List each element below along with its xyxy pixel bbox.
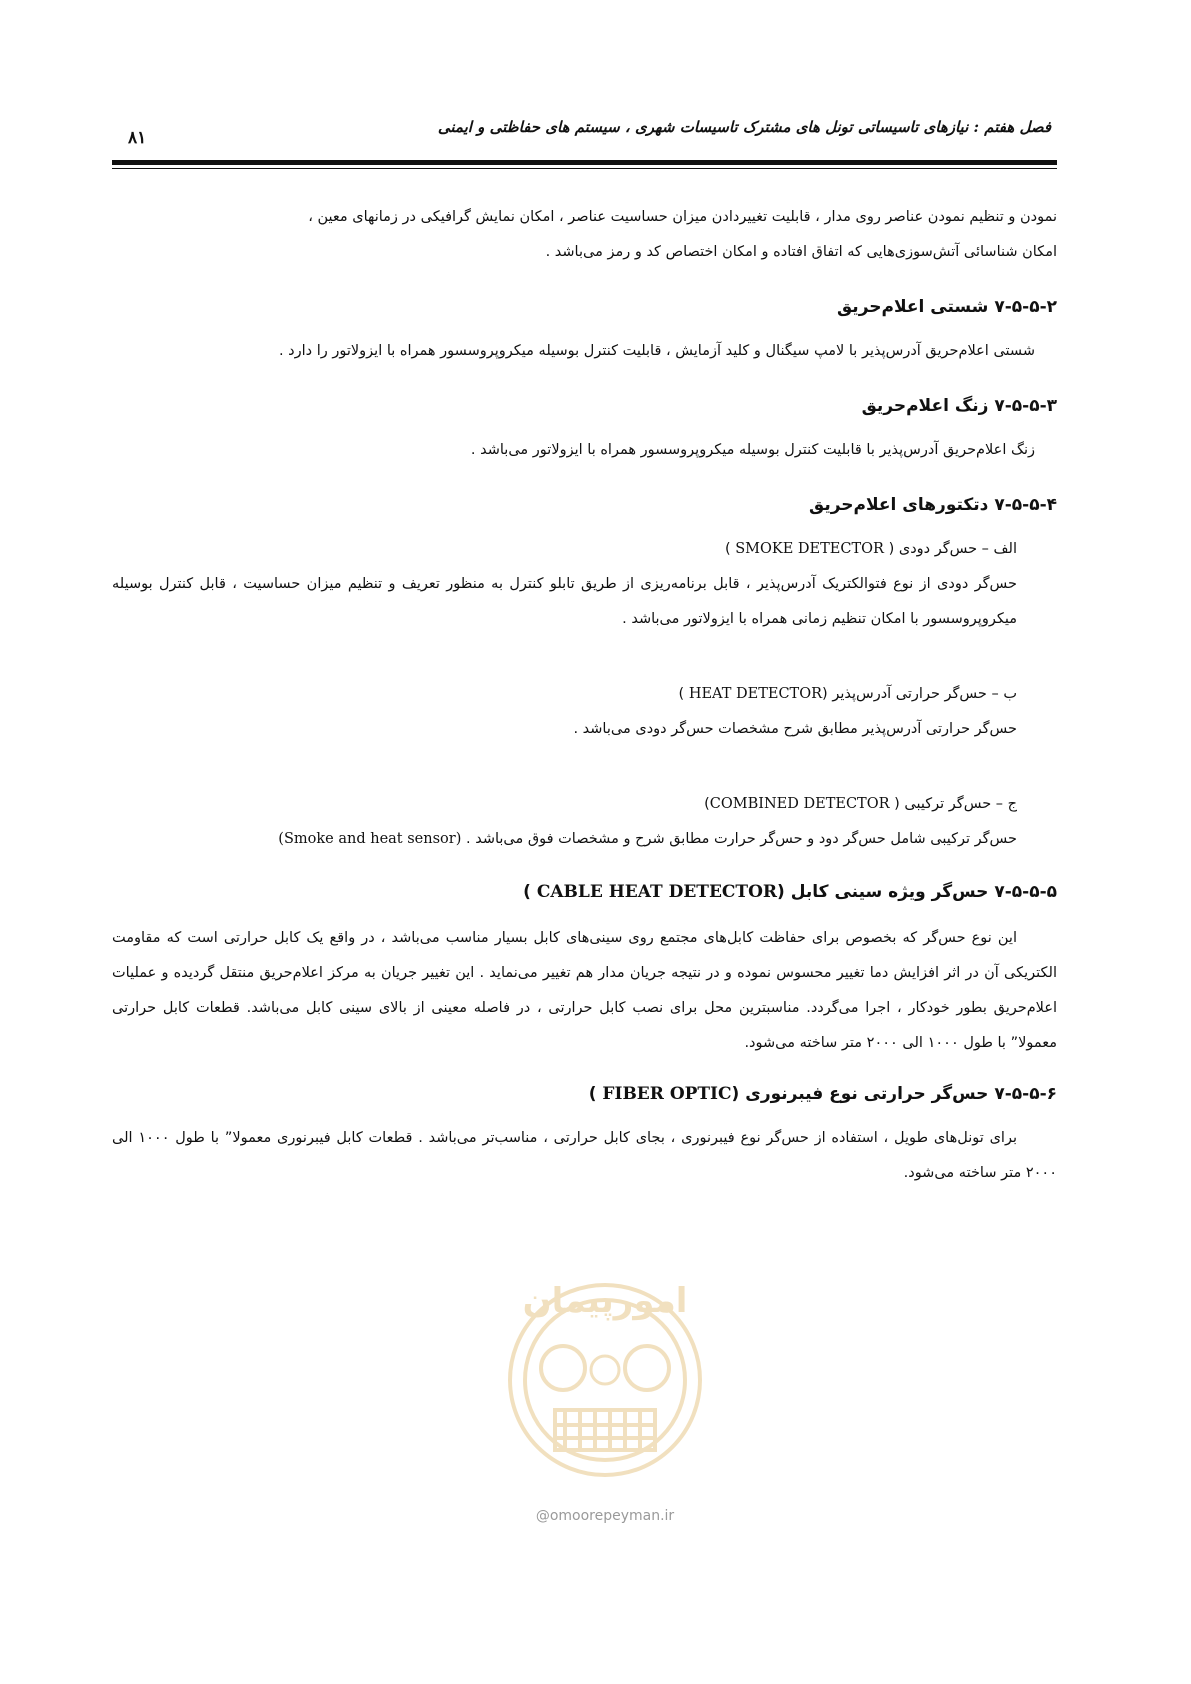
scales-icon xyxy=(591,1356,619,1384)
heat-detector-title xyxy=(112,677,1057,712)
combined-detector-body-latin: (Smoke and heat sensor) xyxy=(278,831,462,847)
header-rule-thin xyxy=(112,168,1057,169)
heat-detector-close: ) xyxy=(678,686,689,702)
intro-line-2: امکان شناسائی آتش‌سوزی‌هایی که اتفاق افتاده و امکان اختصاص کد و رمز می‌باشد . xyxy=(545,244,1057,260)
intro-line-1: نمودن و تنظیم نمودن عناصر روی مدار ، قابلیت تغییردادن میزان حساسیت عناصر ، امکان نمایش گرافیکی در زمانهای معین ، xyxy=(308,209,1057,225)
section-heading-5-text: ۷-۵-۵-۵ حس‌گر ویژه سینی کابل ( xyxy=(777,882,1057,902)
page-number: ۸۱ xyxy=(128,128,147,148)
main-content xyxy=(112,200,1057,1191)
section-heading-6 xyxy=(112,1079,1057,1109)
section-heading-6-close: ) xyxy=(588,1084,603,1104)
smoke-detector-title xyxy=(112,532,1057,567)
section-heading-4: ۷-۵-۵-۴ دتکتورهای اعلام‌حریق xyxy=(809,495,1057,515)
section-heading-5-latin: CABLE HEAT DETECTOR xyxy=(536,882,778,902)
section-heading-6-latin: FIBER OPTIC xyxy=(602,1084,732,1104)
section-body-5: این نوع حس‌گر که بخصوص برای حفاظت کابل‌های مجتمع روی سینی‌های کابل بسیار مناسب می‌باشد ، در واقع یک کابل حرارتی است که مقاومت الکتریکی آن در اثر افزایش دما تغییر محسوس نموده و در نتیجه جریان مدار هم تغییر می‌نماید . این تغییر جریان به مرکز اعلام‌حریق منتقل گردیده و عملیات اعلام‌حریق بطور خودکار ، اجرا می‌گردد. مناسبترین محل برای نصب کابل حرارتی ، در فاصله معینی از بالای سینی کابل می‌باشد. قطعات کابل حرارتی معمولا” با طول ۱۰۰۰ الی ۲۰۰۰ متر ساخته می‌شود. xyxy=(112,930,1057,1051)
watermark-seal xyxy=(485,1250,725,1490)
combined-detector-latin: COMBINED DETECTOR xyxy=(709,796,890,812)
combined-detector-body-text: حس‌گر ترکیبی شامل حس‌گر دود و حس‌گر حرارت مطابق شرح و مشخصات فوق می‌باشد . xyxy=(465,831,1017,847)
smoke-detector-label: الف – حس‌گر دودی ( xyxy=(888,541,1017,557)
smoke-detector-body: حس‌گر دودی از نوع فتوالکتریک آدرس‌پذیر ، قابل برنامه‌ریزی از طریق تابلو کنترل به منظور تعریف و تنظیم میزان حساسیت ، قابل کنترل بوسیله میکروپروسسور با امکان تنظیم زمانی همراه با ایزولاتور می‌باشد . xyxy=(112,576,1017,627)
heat-detector-body: حس‌گر حرارتی آدرس‌پذیر مطابق شرح مشخصات حس‌گر دودی می‌باشد . xyxy=(573,721,1017,737)
section-heading-5 xyxy=(112,877,1057,907)
section-body-3: زنگ اعلام‌حریق آدرس‌پذیر با قابلیت کنترل بوسیله میکروپروسسور همراه با ایزولاتور می‌باشد . xyxy=(470,442,1035,458)
combined-detector-body xyxy=(112,822,1057,857)
combined-detector-label: ج – حس‌گر ترکیبی ( xyxy=(894,796,1017,812)
seal-text: امورپیمان xyxy=(522,1281,688,1321)
heat-detector-latin: HEAT DETECTOR xyxy=(688,686,823,702)
section-heading-3: ۷-۵-۵-۳ زنگ اعلام‌حریق xyxy=(861,396,1057,416)
smoke-detector-latin: SMOKE DETECTOR xyxy=(735,541,884,557)
smoke-detector-close: ) xyxy=(724,541,731,557)
section-heading-2: ۷-۵-۵-۲ شستی اعلام‌حریق xyxy=(836,297,1057,317)
section-heading-6-text: ۷-۵-۵-۶ حس‌گر حرارتی نوع فیبرنوری ( xyxy=(731,1084,1057,1104)
heat-detector-label: ب – حس‌گر حرارتی آدرس‌پذیر ( xyxy=(822,686,1017,702)
combined-detector-close: ) xyxy=(704,796,710,812)
section-body-6: برای تونل‌های طویل ، استفاده از حس‌گر نوع فیبرنوری ، بجای کابل حرارتی ، مناسب‌تر می‌باشد . قطعات کابل فیبرنوری معمولا” با طول ۱۰۰۰ الی ۲۰۰۰ متر ساخته می‌شود. xyxy=(112,1130,1057,1181)
combined-detector-title xyxy=(112,787,1057,822)
watermark-caption: @omoorepeyman.ir xyxy=(535,1508,675,1524)
section-heading-5-close: ) xyxy=(523,882,531,902)
section-body-2: شستی اعلام‌حریق آدرس‌پذیر با لامپ سیگنال و کلید آزمایش ، قابلیت کنترل بوسیله میکروپروسسور همراه با ایزولاتور را دارد . xyxy=(278,343,1035,359)
chapter-title: فصل هفتم : نیازهای تاسیساتی تونل های مشترک تاسیسات شهری ، سیستم های حفاظتی و ایمنی xyxy=(437,118,1051,136)
header-rule-thick xyxy=(112,160,1057,165)
